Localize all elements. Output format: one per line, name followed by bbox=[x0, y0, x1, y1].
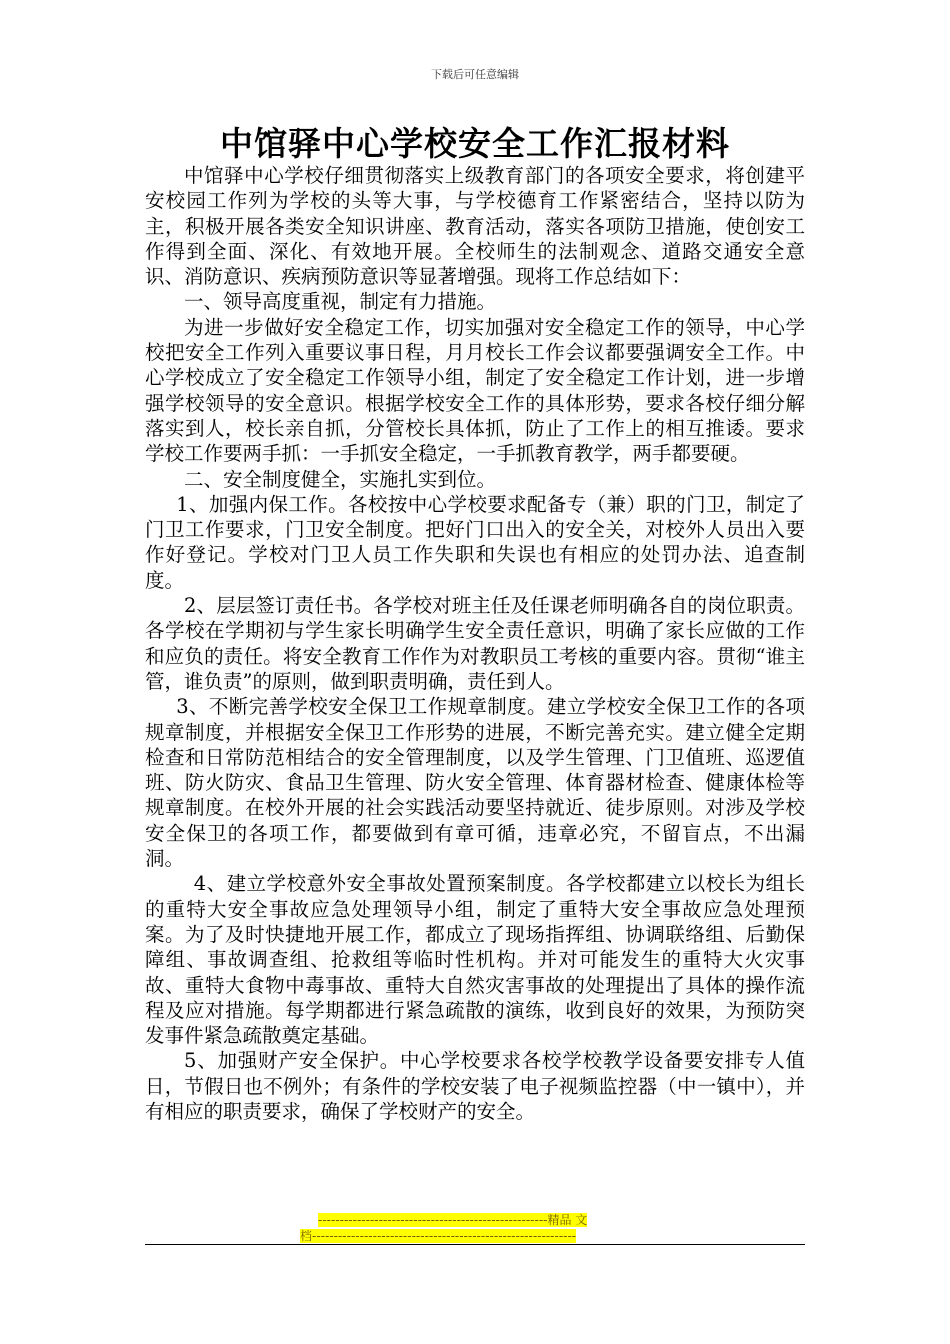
item-3-paragraph: 3、不断完善学校安全保卫工作规章制度。建立学校安全保卫工作的各项规章制度，并根据安全保卫工作形势的进展，不断完善充实。建立健全定期检查和日常防范相结合的安全管理制度，以及学生管理、门卫值班、巡逻值班、防火防灾、食品卫生管理、防火安全管理、体育器材检查、健康体检等规章制度。在校外开展的社会实践活动要坚持就近、徒步原则。对涉及学校安全保卫的各项工作，都要做到有章可循，违章必究，不留盲点，不出漏洞。 bbox=[145, 695, 805, 871]
section-heading-2: 二、安全制度健全，实施扎实到位。 bbox=[184, 467, 497, 491]
document-title: 中馆驿中心学校安全工作汇报材料 bbox=[220, 124, 730, 163]
footer-divider bbox=[145, 1244, 805, 1245]
section-1-paragraph: 为进一步做好安全稳定工作，切实加强对安全稳定工作的领导，中心学校把安全工作列入重要议事日程，月月校长工作会议都要强调安全工作。中心学校成立了安全稳定工作领导小组，制定了安全稳定工作计划，进一步增强学校领导的安全意识。根据学校安全工作的具体形势，要求各校仔细分解落实到人，校长亲自抓，分管校长具体抓，防止了工作上的相互推诿。要求学校工作要两手抓：一手抓安全稳定，一手抓教育教学，两手都要硬。 bbox=[145, 315, 805, 466]
footer-line-1: -----------------------------------------------------精品 文 bbox=[318, 1213, 588, 1227]
item-4-paragraph: 4、建立学校意外安全事故处置预案制度。各学校都建立以校长为组长的重特大安全事故应急处理领导小组，制定了重特大安全事故应急处理预案。为了及时快捷地开展工作，都成立了现场指挥组、协调联络组、后勤保障组、事故调查组、抢救组等临时性机构。并对可能发生的重特大火灾事故、重特大食物中毒事故、重特大自然灾害事故的处理提出了具体的操作流程及应对措施。每学期都进行紧急疏散的演练，收到良好的效果，为预防突发事件紧急疏散奠定基础。 bbox=[145, 872, 805, 1048]
page-header: 下载后可任意编辑 bbox=[431, 68, 519, 81]
document-body bbox=[145, 163, 805, 1124]
footer-watermark bbox=[300, 1212, 650, 1244]
item-1-paragraph: 1、加强内保工作。各校按中心学校要求配备专（兼）职的门卫，制定了门卫工作要求，门卫安全制度。把好门口出入的安全关，对校外人员出入要作好登记。学校对门卫人员工作失职和失误也有相应的处罚办法、追查制度。 bbox=[145, 492, 805, 592]
item-2-paragraph: 2、层层签订责任书。各学校对班主任及任课老师明确各自的岗位职责。各学校在学期初与学生家长明确学生安全责任意识，明确了家长应做的工作和应负的责任。将安全教育工作作为对教职员工考核的重要内容。贯彻“谁主管，谁负责”的原则，做到职责明确，责任到人。 bbox=[145, 594, 805, 693]
footer-line-2: 档------------------------------------------------------------- bbox=[300, 1229, 577, 1243]
intro-paragraph: 中馆驿中心学校仔细贯彻落实上级教育部门的各项安全要求，将创建平安校园工作列为学校的头等大事，与学校德育工作紧密结合，坚持以防为主，积极开展各类安全知识讲座、教育活动，落实各项防卫措施，使创安工作得到全面、深化、有效地开展。全校师生的法制观念、道路交通安全意识、消防意识、疾病预防意识等显著增强。现将工作总结如下： bbox=[145, 164, 805, 289]
section-heading-1: 一、领导高度重视，制定有力措施。 bbox=[184, 290, 497, 314]
item-5-paragraph: 5、加强财产安全保护。中心学校要求各校学校教学设备要安排专人值日，节假日也不例外；有条件的学校安装了电子视频监控器（中一镇中），并有相应的职责要求，确保了学校财产的安全。 bbox=[145, 1049, 805, 1123]
